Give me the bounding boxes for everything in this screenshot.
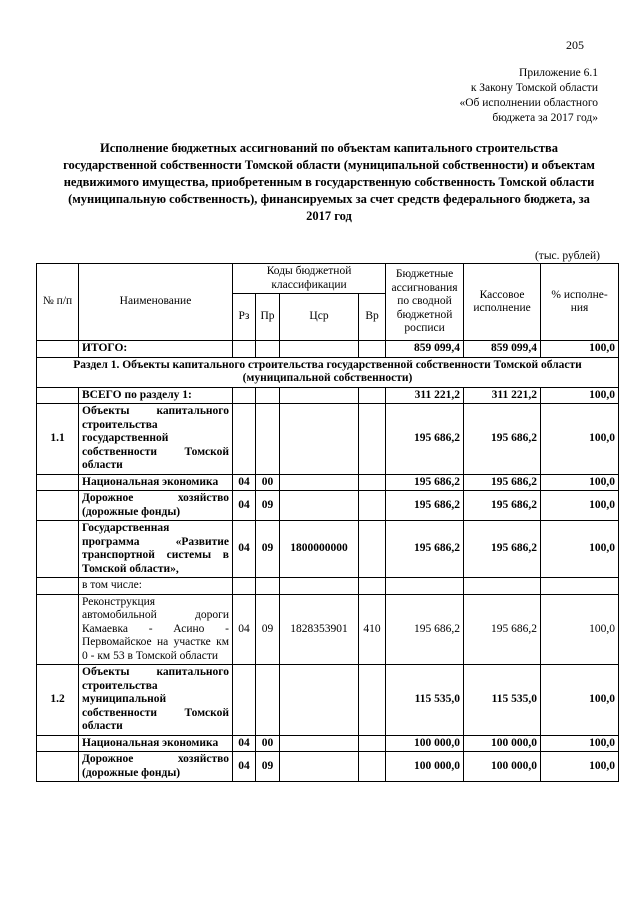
header-num: № п/п — [37, 264, 79, 341]
row-rz — [233, 404, 256, 475]
table-row — [37, 491, 619, 521]
appendix-line-4: бюджета за 2017 год» — [492, 112, 598, 124]
row-vr — [359, 665, 386, 736]
row-budget: 115 535,0 — [386, 665, 464, 736]
row-vr — [359, 752, 386, 782]
row-name: Национальная экономика — [79, 474, 233, 491]
table-row — [37, 752, 619, 782]
row-name: Дорожное хозяйство (дорожные фонды) — [79, 752, 233, 782]
row-pct: 100,0 — [541, 665, 619, 736]
section-row — [37, 357, 619, 387]
row-num — [37, 752, 79, 782]
row-pr: 09 — [256, 752, 280, 782]
appendix-line-3: «Об исполнении областного — [459, 97, 598, 109]
row-vr — [359, 404, 386, 475]
row-csr: 1800000000 — [280, 521, 359, 578]
row-num: 1.2 — [37, 665, 79, 736]
row-vr — [359, 578, 386, 595]
row-pr — [256, 665, 280, 736]
row-pct: 100,0 — [541, 404, 619, 475]
row-name: в том числе: — [79, 578, 233, 595]
row-pr — [256, 578, 280, 595]
table-row — [37, 594, 619, 665]
row-num — [37, 594, 79, 665]
section-total-row — [37, 387, 619, 404]
row-budget — [386, 578, 464, 595]
row-budget: 195 686,2 — [386, 521, 464, 578]
row-pr: 09 — [256, 594, 280, 665]
row-csr — [280, 735, 359, 752]
row-name: Государственная программа «Развитие транспортной системы в Томской области», — [79, 521, 233, 578]
appendix-caption — [460, 66, 599, 126]
section-total-label: ВСЕГО по разделу 1: — [79, 387, 233, 404]
row-name: Объекты капитального строительства государственной собственности Томской области — [79, 404, 233, 475]
header-rz: Рз — [233, 294, 256, 341]
row-budget: 100 000,0 — [386, 735, 464, 752]
row-pct: 100,0 — [541, 491, 619, 521]
row-cash — [464, 578, 541, 595]
header-codes: Коды бюджетной классификации — [233, 264, 386, 294]
row-pct: 100,0 — [541, 594, 619, 665]
total-label: ИТОГО: — [79, 341, 233, 358]
row-budget: 195 686,2 — [386, 404, 464, 475]
row-rz: 04 — [233, 474, 256, 491]
row-cash: 195 686,2 — [464, 521, 541, 578]
header-cash: Кассовое исполнение — [464, 264, 541, 341]
row-cash: 195 686,2 — [464, 594, 541, 665]
row-cash: 195 686,2 — [464, 474, 541, 491]
row-csr — [280, 491, 359, 521]
table-row — [37, 578, 619, 595]
row-num — [37, 521, 79, 578]
section-total-budget: 311 221,2 — [386, 387, 464, 404]
row-csr — [280, 578, 359, 595]
table-row — [37, 474, 619, 491]
row-pr: 00 — [256, 735, 280, 752]
row-rz: 04 — [233, 735, 256, 752]
section-title: Раздел 1. Объекты капитального строительства государственной собственности Томской области (муниципальной собственности) — [37, 357, 619, 387]
row-pr — [256, 404, 280, 475]
row-pr: 09 — [256, 491, 280, 521]
header-pr: Пр — [256, 294, 280, 341]
header-vr: Вр — [359, 294, 386, 341]
row-cash: 195 686,2 — [464, 491, 541, 521]
row-pct: 100,0 — [541, 521, 619, 578]
row-budget: 195 686,2 — [386, 491, 464, 521]
document-title: Исполнение бюджетных ассигнований по объектам капитального строительства государственной собственности Томской области (муниципальной собственности) и объектам недвижимого имущества, приобретенным в государственную собственность Томской области (муниципальную собственность), финансируемых за счет средств федерального бюджета, за 2017 год — [63, 141, 595, 223]
row-name: Дорожное хозяйство (дорожные фонды) — [79, 491, 233, 521]
row-csr: 1828353901 — [280, 594, 359, 665]
row-pct: 100,0 — [541, 752, 619, 782]
table-row — [37, 404, 619, 475]
row-num — [37, 491, 79, 521]
row-vr — [359, 521, 386, 578]
row-vr — [359, 474, 386, 491]
row-pct — [541, 578, 619, 595]
row-rz: 04 — [233, 521, 256, 578]
page-number: 205 — [566, 38, 584, 52]
row-csr — [280, 404, 359, 475]
row-cash: 100 000,0 — [464, 735, 541, 752]
row-rz — [233, 578, 256, 595]
row-budget: 195 686,2 — [386, 594, 464, 665]
row-num: 1.1 — [37, 404, 79, 475]
row-vr — [359, 491, 386, 521]
row-rz: 04 — [233, 594, 256, 665]
total-pct: 100,0 — [541, 341, 619, 358]
budget-table — [36, 263, 619, 782]
row-budget: 195 686,2 — [386, 474, 464, 491]
row-name: Реконструкция автомобильной дороги Камаевка - Асино - Первомайское на участке км 0 - км 53 в Томской области — [79, 594, 233, 665]
row-pr: 09 — [256, 521, 280, 578]
row-vr — [359, 735, 386, 752]
row-rz: 04 — [233, 491, 256, 521]
row-cash: 115 535,0 — [464, 665, 541, 736]
row-csr — [280, 665, 359, 736]
units-label: (тыс. рублей) — [534, 250, 600, 262]
total-budget: 859 099,4 — [386, 341, 464, 358]
row-cash: 100 000,0 — [464, 752, 541, 782]
header-csr: Цср — [280, 294, 359, 341]
row-num — [37, 578, 79, 595]
section-total-cash: 311 221,2 — [464, 387, 541, 404]
total-cash: 859 099,4 — [464, 341, 541, 358]
appendix-line-1: Приложение 6.1 — [519, 67, 598, 79]
row-pr: 00 — [256, 474, 280, 491]
row-num — [37, 735, 79, 752]
table-row — [37, 665, 619, 736]
total-row — [37, 341, 619, 358]
row-rz — [233, 665, 256, 736]
header-budget: Бюджетные ассигнования по сводной бюджетной росписи — [386, 264, 464, 341]
row-name: Национальная экономика — [79, 735, 233, 752]
row-csr — [280, 474, 359, 491]
row-csr — [280, 752, 359, 782]
row-pct: 100,0 — [541, 735, 619, 752]
table-row — [37, 521, 619, 578]
section-total-pct: 100,0 — [541, 387, 619, 404]
row-budget: 100 000,0 — [386, 752, 464, 782]
row-num — [37, 474, 79, 491]
row-rz: 04 — [233, 752, 256, 782]
table-row — [37, 735, 619, 752]
appendix-line-2: к Закону Томской области — [470, 82, 598, 94]
header-pct: % исполне-ния — [541, 264, 619, 341]
header-name: Наименование — [79, 264, 233, 341]
row-name: Объекты капитального строительства муниципальной собственности Томской области — [79, 665, 233, 736]
row-pct: 100,0 — [541, 474, 619, 491]
row-vr: 410 — [359, 594, 386, 665]
row-cash: 195 686,2 — [464, 404, 541, 475]
